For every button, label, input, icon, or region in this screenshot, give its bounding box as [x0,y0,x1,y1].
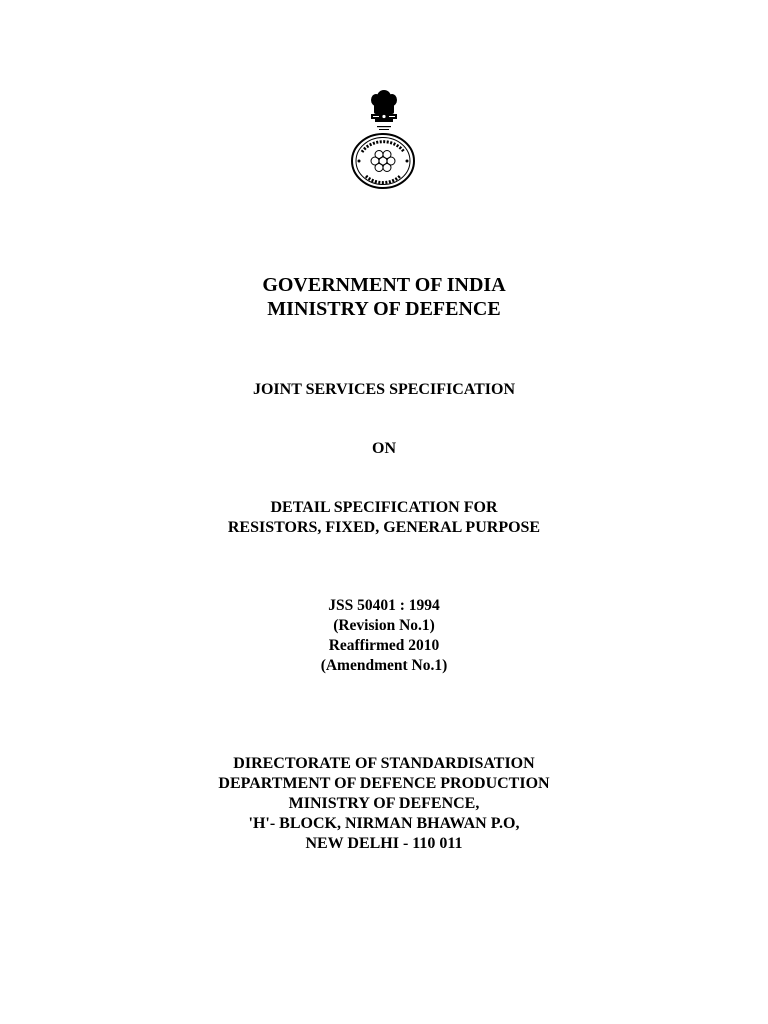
publisher-department: DEPARTMENT OF DEFENCE PRODUCTION [218,775,550,792]
spec-detail-line1: DETAIL SPECIFICATION FOR [270,499,498,516]
title-government: GOVERNMENT OF INDIA [262,274,506,296]
spec-amendment: (Amendment No.1) [320,657,448,674]
spec-reaffirmed: Reaffirmed 2010 [328,637,440,654]
national-emblem-icon [366,88,402,132]
spec-on: ON [372,440,396,457]
publisher-ministry: MINISTRY OF DEFENCE, [288,795,480,812]
spec-number: JSS 50401 : 1994 [328,597,440,614]
spec-type: JOINT SERVICES SPECIFICATION [252,381,516,398]
publisher-city: NEW DELHI - 110 011 [305,835,463,852]
title-ministry: MINISTRY OF DEFENCE [267,298,501,320]
spec-detail-line2: RESISTORS, FIXED, GENERAL PURPOSE [227,519,541,536]
spec-revision: (Revision No.1) [333,617,435,634]
directorate-seal-icon [350,132,416,190]
publisher-directorate: DIRECTORATE OF STANDARDISATION [233,755,535,772]
publisher-address: 'H'- BLOCK, NIRMAN BHAWAN P.O, [248,815,520,832]
